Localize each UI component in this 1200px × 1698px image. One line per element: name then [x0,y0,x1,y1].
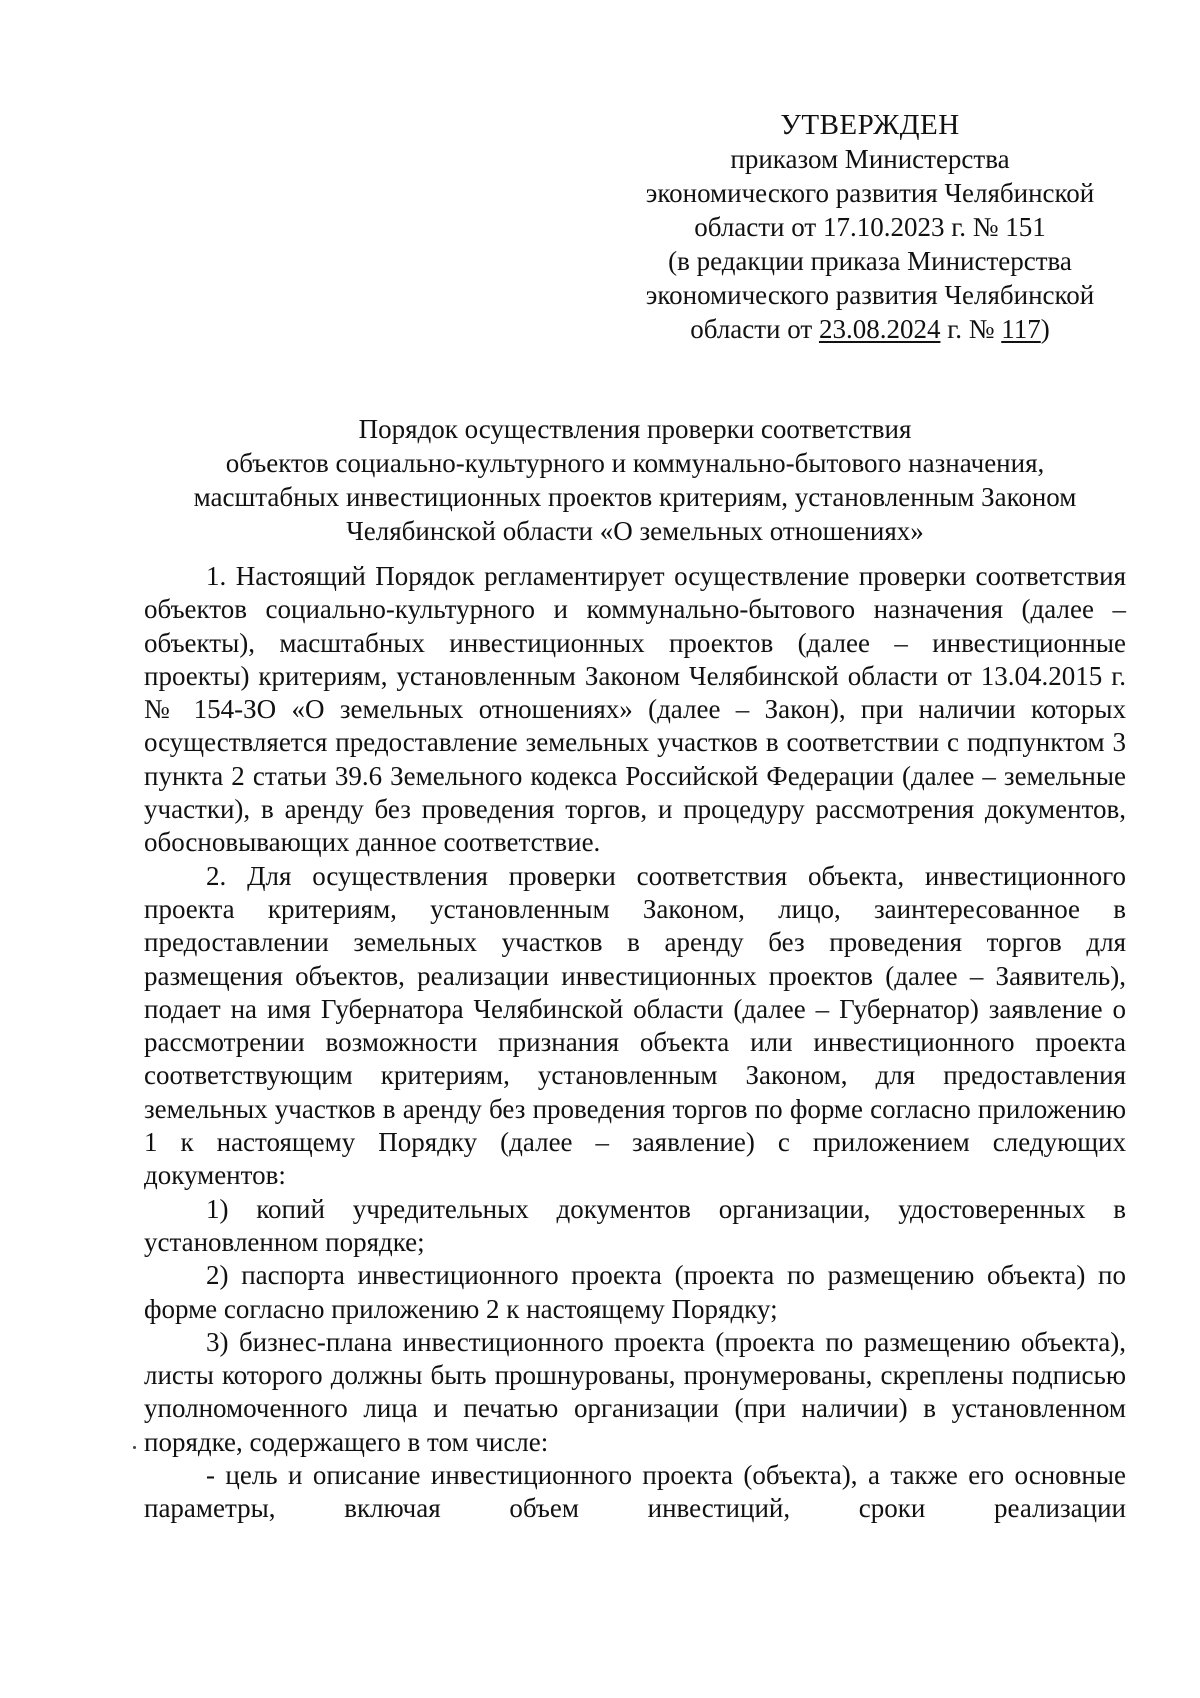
approval-line-2: экономического развития Челябинской [645,178,1095,208]
amendment-number: 117 [1001,314,1041,344]
approval-heading: УТВЕРЖДЕН [780,109,960,141]
approval-line-6 [620,312,1120,346]
title-line-3: масштабных инвестиционных проектов критериям, установленным Законом [193,482,1077,512]
approval-line-3: области от 17.10.2023 г. № 151 [694,212,1046,242]
amendment-date: 23.08.2024 [818,314,941,344]
document-title [140,412,1130,548]
approval-line-4: (в редакции приказа Министерства [668,246,1072,276]
document-body [144,560,1126,1526]
title-line-1: Порядок осуществления проверки соответствия [358,414,912,444]
approval-line-6-mid: г. № [940,314,1002,344]
list-item-3: 3) бизнес-плана инвестиционного проекта (проекта по размещению объекта), листы которого должны быть прошнурованы, пронумерованы, скреплены подписью уполномоченного лица и печатью организации (при наличии) в установленном порядке, содержащего в том числе: [144,1326,1126,1457]
paragraph-2: 2. Для осуществления проверки соответствия объекта, инвестиционного проекта критериям, установленным Законом, лицо, заинтересованное в предоставлении земельных участков в аренду без проведения торгов для размещения объектов, реализации инвестиционных проектов (далее – Заявитель), подает на имя Губернатора Челябинской области (далее – Губернатор) заявление о рассмотрении возможности признания объекта или инвестиционного проекта соответствующим критериям, установленным Законом, для предоставления земельных участков в аренду без проведения торгов по форме согласно приложению 1 к настоящему Порядку (далее – заявление) с приложением следующих документов: [144,860,1126,1191]
approval-line-6-prefix: области от [690,314,819,344]
approval-line-6-suffix: ) [1040,314,1050,344]
approval-line-1: приказом Министерства [730,144,1010,174]
title-line-2: объектов социально-культурного и коммунально-бытового назначения, [225,448,1045,478]
approval-line-5: экономического развития Челябинской [645,280,1095,310]
sub-item-goal: - цель и описание инвестиционного проекта (объекта), а также его основные параметры, включая объем инвестиций, сроки реализации [144,1460,1126,1524]
paragraph-1: 1. Настоящий Порядок регламентирует осуществление проверки соответствия объектов социально-культурного и коммунально-бытового назначения (далее – объекты), масштабных инвестиционных проектов (далее – инвестиционные проекты) критериям, установленным Законом Челябинской области от 13.04.2015 г. № 154-ЗО «О земельных отношениях» (далее – Закон), при наличии которых осуществляется предоставление земельных участков в соответствии с подпунктом 3 пункта 2 статьи 39.6 Земельного кодекса Российской Федерации (далее – земельные участки), в аренду без проведения торгов, и процедуру рассмотрения документов, обосновывающих данное соответствие. [144,561,1126,858]
list-item-2: 2) паспорта инвестиционного проекта (проекта по размещению объекта) по форме согласно приложению 2 к настоящему Порядку; [144,1260,1126,1324]
title-line-4: Челябинской области «О земельных отношениях» [346,516,924,546]
list-item-1: 1) копий учредительных документов организации, удостоверенных в установленном порядке; [144,1193,1126,1257]
approval-stamp-block [620,108,1120,346]
scan-speck [133,1446,136,1449]
